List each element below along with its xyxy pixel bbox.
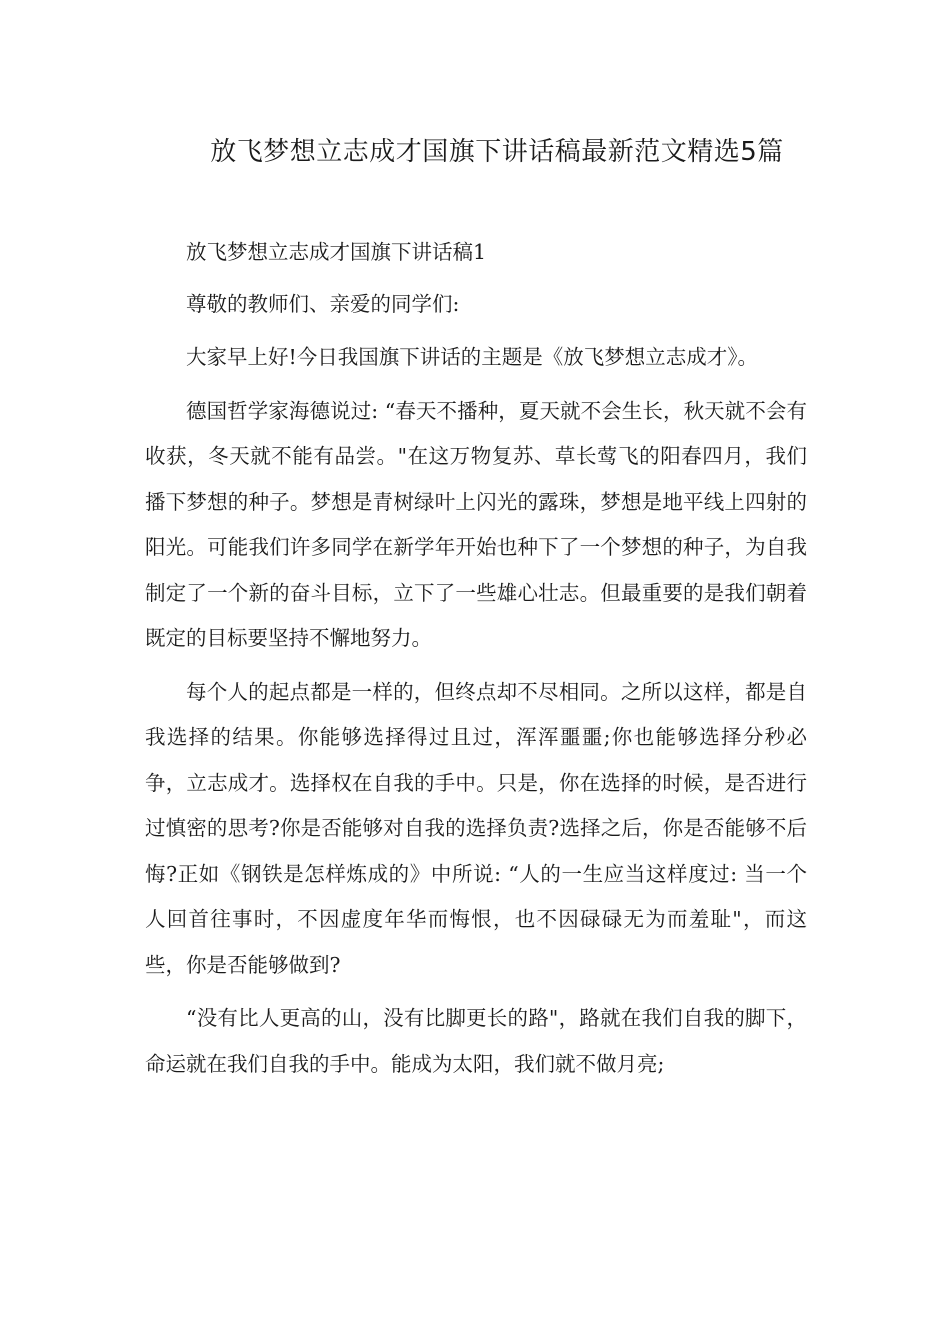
paragraph: 每个人的起点都是一样的，但终点却不尽相同。之所以这样，都是自我选择的结果。你能够选择得过且过，浑浑噩噩;你也能够选择分秒必争，立志成才。选择权在自我的手中。只是，你在选择的时候，是否进行过慎密的思考?你是否能够对自我的选择负责?选择之后，你是否能够不后悔?正如《钢铁是怎样炼成的》中所说: “人的一生应当这样度过: 当一个人回首往事时，不因虚度年华而悔恨，也不因碌碌无为而羞耻"，而这些，你是否能够做到? xyxy=(145,679,807,977)
document-body xyxy=(145,230,807,1095)
paragraph: 德国哲学家海德说过: “春天不播种，夏天就不会生长，秋天就不会有收获，冬天就不能有品尝。"在这万物复苏、草长莺飞的阳春四月，我们播下梦想的种子。梦想是青树绿叶上闪光的露珠，梦想是地平线上四射的阳光。可能我们许多同学在新学年开始也种下了一个梦想的种子，为自我制定了一个新的奋斗目标，立下了一些雄心壮志。但最重要的是我们朝着既定的目标要坚持不懈地努力。 xyxy=(145,398,807,650)
paragraph: “没有比人更高的山，没有比脚更长的路"，路就在我们自我的脚下，命运就在我们自我的手中。能成为太阳，我们就不做月亮; xyxy=(145,1006,807,1076)
section-heading: 放飞梦想立志成才国旗下讲话稿1 xyxy=(186,240,487,264)
paragraph: 大家早上好!今日我国旗下讲话的主题是《放飞梦想立志成才》。 xyxy=(186,345,758,369)
document-title: 放飞梦想立志成才国旗下讲话稿最新范文精选5篇 xyxy=(210,137,784,167)
salutation: 尊敬的教师们、亲爱的同学们: xyxy=(186,291,460,316)
